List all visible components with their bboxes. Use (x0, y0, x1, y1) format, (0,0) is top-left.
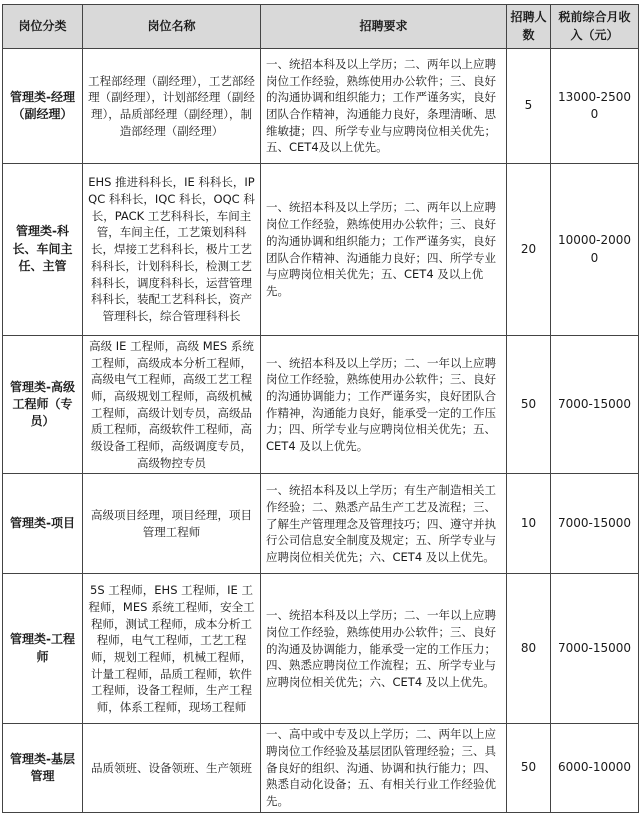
table-header-row (3, 5, 639, 49)
row-category: 管理类-高级工程师（专员） (3, 336, 83, 474)
row-category: 管理类-项目 (3, 474, 83, 574)
row-category: 管理类-科长、车间主任、主管 (3, 164, 83, 336)
row-requirements: 一、统招本科及以上学历；二、两年以上应聘岗位工作经验，熟练使用办公软件；三、良好的沟通协调和组织能力；工作严谨务实，良好团队合作精神，沟通能力良好，条理清晰、思维敏捷；四、所学专业与应聘岗位相关优先；五、CET4及以上优先。 (261, 49, 507, 164)
recruitment-table (2, 4, 639, 813)
row-requirements: 一、统招本科及以上学历；二、两年以上应聘岗位工作经验，熟练使用办公软件；三、良好的沟通协调和组织能力；工作严谨务实，良好团队合作精神、沟通能力良好；四、所学专业与应聘岗位相关优先；五、CET4 及以上优先。 (261, 164, 507, 336)
row-category: 管理类-经理（副经理） (3, 49, 83, 164)
row-salary: 7000-15000 (551, 474, 639, 574)
row-salary: 6000-10000 (551, 724, 639, 812)
row-category: 管理类-基层管理 (3, 724, 83, 812)
header-requirements: 招聘要求 (261, 5, 507, 49)
row-headcount: 80 (507, 574, 551, 724)
table-row (3, 724, 639, 812)
row-headcount: 5 (507, 49, 551, 164)
row-headcount: 50 (507, 724, 551, 812)
header-headcount: 招聘人数 (507, 5, 551, 49)
row-requirements: 一、统招本科及以上学历；有生产制造相关工作经验；二、熟悉产品生产工艺及流程；三、了解生产管理理念及管理技巧；四、遵守并执行公司信息安全制度及规定；五、所学专业与应聘岗位相关优先；六、CET4 及以上优先。 (261, 474, 507, 574)
row-category: 管理类-工程师 (3, 574, 83, 724)
table-row (3, 336, 639, 474)
header-salary: 税前综合月收入（元） (551, 5, 639, 49)
row-position-names: 5S 工程师，EHS 工程师，IE 工程师，MES 系统工程师，安全工程师，测试工程师，成本分析工程师，电气工程师，工艺工程师，规划工程师，机械工程师，计量工程师，品质工程师，软件工程师，设备工程师，生产工程师，体系工程师，现场工程师 (83, 574, 261, 724)
row-position-names: 工程部经理（副经理），工艺部经理（副经理），计划部经理（副经理），品质部经理（副经理），制造部经理（副经理） (83, 49, 261, 164)
row-headcount: 50 (507, 336, 551, 474)
header-category: 岗位分类 (3, 5, 83, 49)
row-requirements: 一、统招本科及以上学历；二、一年以上应聘岗位工作经验，熟练使用办公软件；三、良好的沟通及协调能力，能承受一定的工作压力；四、熟悉应聘岗位工作流程；五、所学专业与应聘岗位相关优先；六、CET4 及以上优先。 (261, 574, 507, 724)
row-headcount: 10 (507, 474, 551, 574)
table-row (3, 474, 639, 574)
table-row (3, 164, 639, 336)
row-headcount: 20 (507, 164, 551, 336)
row-position-names: 品质领班、设备领班、生产领班 (83, 724, 261, 812)
table-row (3, 49, 639, 164)
header-position-name: 岗位名称 (83, 5, 261, 49)
row-requirements: 一、高中或中专及以上学历；二、两年以上应聘岗位工作经验及基层团队管理经验；三、具备良好的组织、沟通、协调和执行能力；四、熟悉自动化设备；五、有相关行业工作经验优先。 (261, 724, 507, 812)
row-salary: 7000-15000 (551, 574, 639, 724)
row-position-names: 高级项目经理，项目经理，项目管理工程师 (83, 474, 261, 574)
row-salary: 13000-25000 (551, 49, 639, 164)
row-position-names: 高级 IE 工程师，高级 MES 系统工程师，高级成本分析工程师，高级电气工程师，高级工艺工程师，高级规划工程师，高级机械工程师，高级计划专员，高级品质工程师，高级软件工程师，高级设备工程师，高级调度专员，高级物控专员 (83, 336, 261, 474)
table-row (3, 574, 639, 724)
row-salary: 7000-15000 (551, 336, 639, 474)
row-requirements: 一、统招本科及以上学历；二、一年以上应聘岗位工作经验，熟练使用办公软件；三、良好的沟通协调能力；工作严谨务实，良好团队合作精神，沟通能力良好，能承受一定的工作压力；四、所学专业与应聘岗位相关优先；五、CET4 及以上优先。 (261, 336, 507, 474)
row-salary: 10000-20000 (551, 164, 639, 336)
row-position-names: EHS 推进科科长，IE 科科长，IPQC 科科长，IQC 科长，OQC 科长，PACK 工艺科科长，车间主管，车间主任，工艺策划科科长，焊接工艺科科长，极片工艺科科长，计划科科长，检测工艺科科长，调度科科长，运营管理科科长，装配工艺科科长，资产管理科长，综合管理科科长 (83, 164, 261, 336)
